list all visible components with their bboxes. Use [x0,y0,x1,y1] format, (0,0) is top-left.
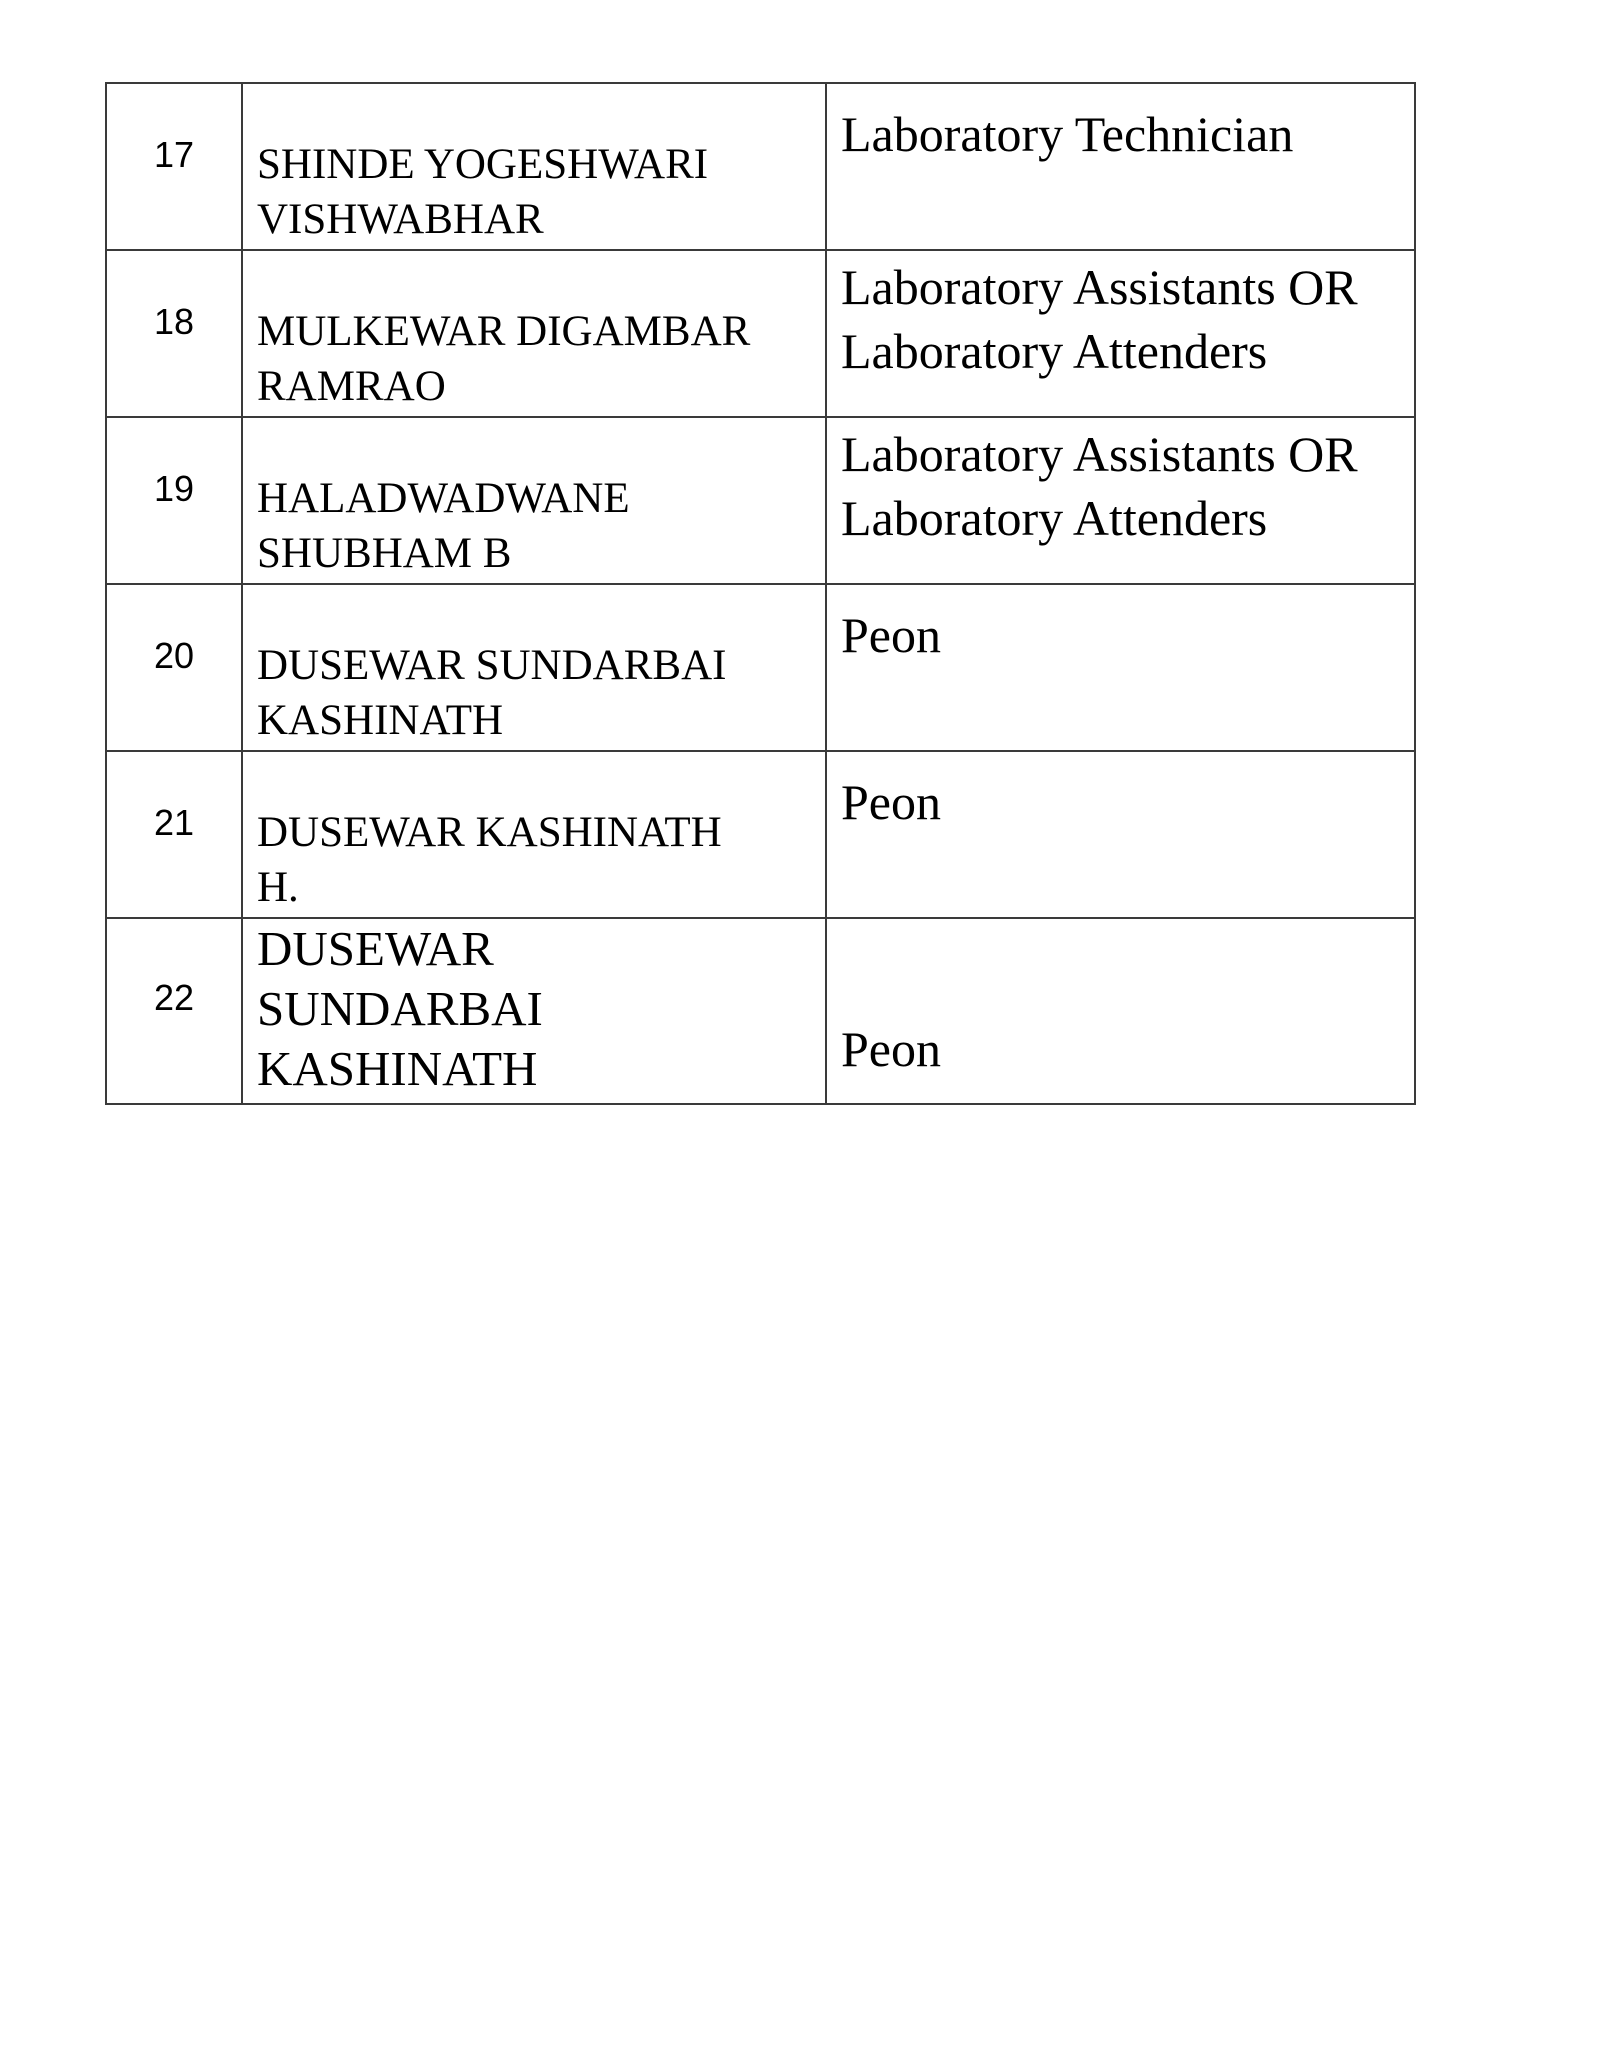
employee-name-text: DUSEWAR SUNDARBAI KASHINATH [257,642,727,744]
employee-name [242,83,826,250]
designation-text: Laboratory Assistants OR Laboratory Attenders [841,426,1358,546]
table-row [106,83,1415,250]
designation-text: Laboratory Technician [841,106,1294,162]
serial-number: 18 [106,250,242,417]
serial-number: 21 [106,751,242,918]
designation [826,751,1415,918]
serial-number: 22 [106,918,242,1104]
table-row [106,918,1415,1104]
table-row [106,417,1415,584]
employee-name-text: HALADWADWANE SHUBHAM B [257,475,630,577]
designation-text: Peon [841,774,941,830]
staff-table [105,82,1416,1105]
employee-name [242,584,826,751]
table-row [106,584,1415,751]
serial-number: 20 [106,584,242,751]
employee-name [242,250,826,417]
employee-name-text: SHINDE YOGESHWARI VISHWABHAR [257,141,709,243]
designation [826,417,1415,584]
designation [826,83,1415,250]
designation [826,250,1415,417]
designation [826,918,1415,1104]
employee-name [242,918,826,1104]
designation-text: Peon [841,1021,941,1077]
employee-name [242,417,826,584]
serial-number: 19 [106,417,242,584]
employee-name-text: MULKEWAR DIGAMBAR RAMRAO [257,308,751,410]
employee-name-text: DUSEWAR KASHINATH H. [257,809,722,911]
employee-name-text: DUSEWAR SUNDARBAI KASHINATH [257,921,543,1096]
designation [826,584,1415,751]
employee-name [242,751,826,918]
designation-text: Laboratory Assistants OR Laboratory Attenders [841,259,1358,379]
serial-number: 17 [106,83,242,250]
table-row [106,751,1415,918]
designation-text: Peon [841,607,941,663]
table-row [106,250,1415,417]
